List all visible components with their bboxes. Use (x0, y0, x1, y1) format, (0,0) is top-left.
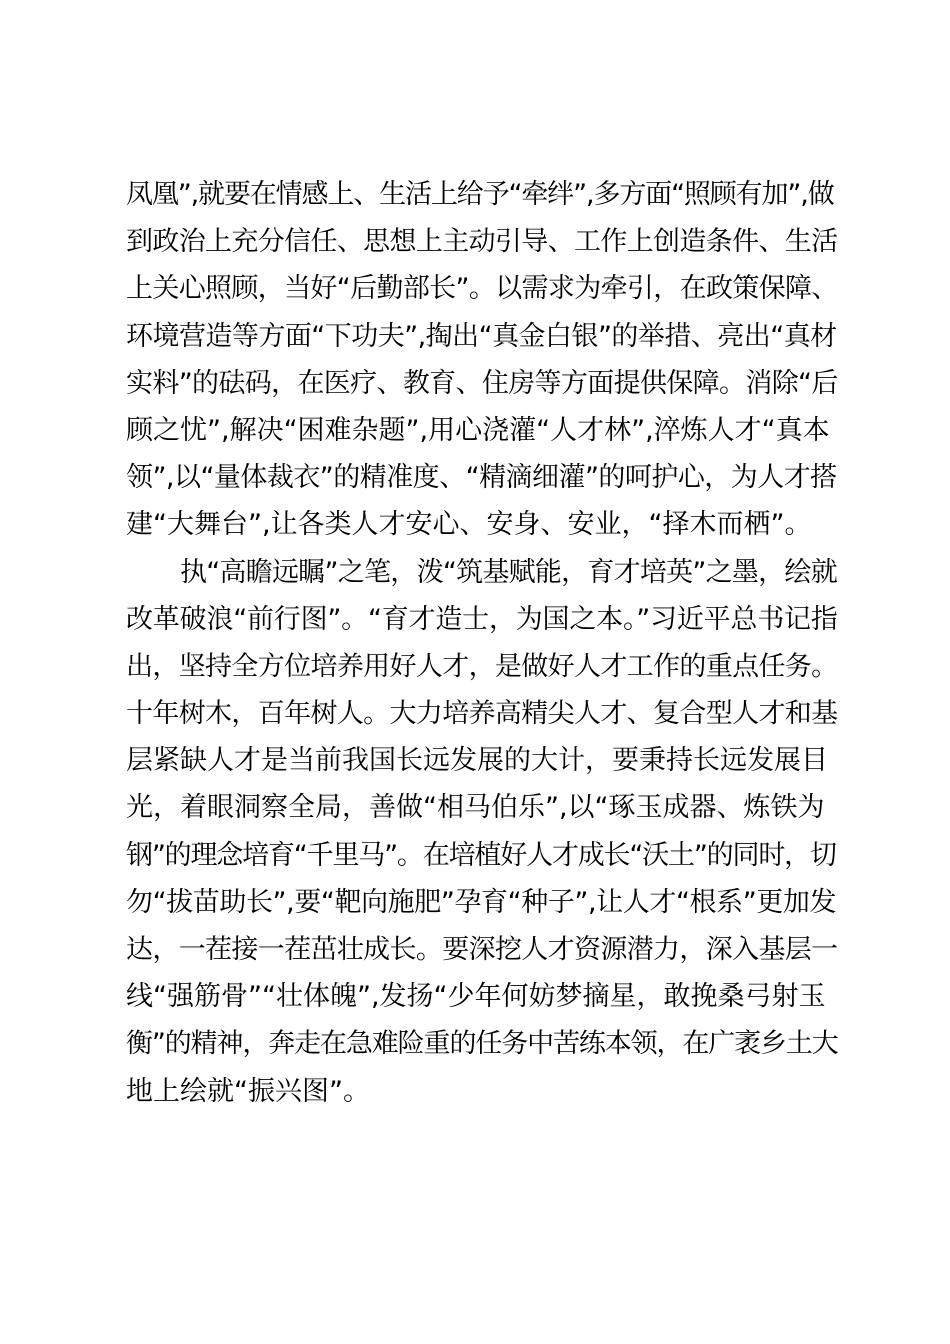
paragraph-2-line-12: 地上绘就“振兴图”。 (126, 1075, 370, 1107)
paragraph-1-line-6: 顾之忧”,解决“困难杂题”,用心浇灌“人才林”,淬炼人才“真本 (126, 414, 830, 446)
body-text (126, 171, 838, 1115)
paragraph-2-line-1: 执“高瞻远瞩”之笔，泼“筑基赋能，育才培英”之墨，绘就 (180, 556, 837, 588)
paragraph-1-line-7: 领”,以“量体裁衣”的精准度、“精滴细灌”的呵护心，为人才搭 (126, 462, 837, 494)
paragraph-1-line-8: 建“大舞台”,让各类人才安心、安身、安业，“择木而栖”。 (126, 509, 812, 541)
paragraph-2-line-8: 勿“拔苗助长”,要“靶向施肥”孕育“种子”,让人才“根系”更加发 (126, 886, 837, 918)
paragraph-2-line-5: 层紧缺人才是当前我国长远发展的大计，要秉持长远发展目 (126, 745, 828, 777)
paragraph-1-line-2: 到政治上充分信任、思想上主动引导、工作上创造条件、生活 (126, 226, 838, 258)
paragraph-1-line-5: 实料”的砝码，在医疗、教育、住房等方面提供保障。消除“后 (126, 367, 838, 399)
paragraph-1-line-1: 凤凰”,就要在情感上、生活上给予“牵绊”,多方面“照顾有加”,做 (126, 179, 834, 210)
paragraph-2-line-11: 衡”的精神，奔走在急难险重的任务中苦练本领，在广袤乡土大 (126, 1028, 838, 1060)
paragraph-2-line-2: 改革破浪“前行图”。“育才造士，为国之本。”习近平总书记指 (126, 603, 838, 635)
paragraph-2-line-6: 光，着眼洞察全局，善做“相马伯乐”,以“琢玉成器、炼铁为 (126, 792, 825, 824)
paragraph-2-line-4: 十年树木，百年树人。大力培养高精尖人才、复合型人才和基 (126, 698, 838, 730)
paragraph-1-line-3: 上关心照顾，当好“后勤部长”。以需求为牵引，在政策保障、 (126, 273, 838, 305)
paragraph-2-line-9: 达，一茬接一茬茁壮成长。要深挖人才资源潜力，深入基层一 (126, 934, 838, 965)
paragraph-2-line-3: 出，坚持全方位培养用好人才，是做好人才工作的重点任务。 (126, 650, 838, 682)
paragraph-1-line-4: 环境营造等方面“下功夫”,掏出“真金白银”的举措、亮出“真材 (126, 320, 837, 352)
paragraph-2-line-10: 线“强筋骨”“壮体魄”,发扬“少年何妨梦摘星，敢挽桑弓射玉 (126, 981, 826, 1013)
paragraph-2-line-7: 钢”的理念培育“千里马”。在培植好人才成长“沃土”的同时，切 (126, 839, 836, 871)
